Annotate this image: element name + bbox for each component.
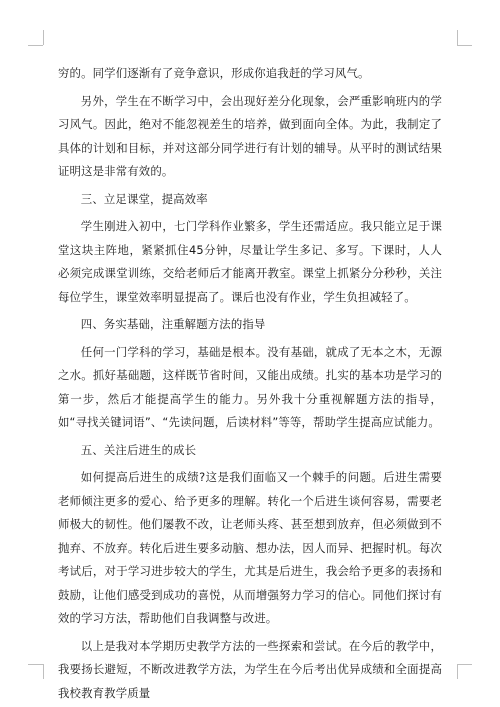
document-body <box>58 62 442 705</box>
paragraph-2: 另外，学生在不断学习中，会出现好差分化现象，会严重影响班内的学习风气。因此，绝对不能忽视差生的培养，做到面向全体。为此，我制定了具体的计划和目标，并对这部分同学进行有计划的辅导。从平时的测试结果证明这是非常有效的。 <box>58 93 442 178</box>
crop-mark-bottom-right-v <box>457 664 458 679</box>
crop-mark-bottom-right-h <box>457 664 472 665</box>
paragraph-4: 任何一门学科的学习，基础是根本。没有基础，就成了无本之木，无源之水。抓好基础题，这样既节省时间，又能出成绩。扎实的基本功是学习的第一步，然后才能提高学生的能力。另外我十分重视解题方法的指导，如“寻找关键词语”、“先读问题，后读材料”等等，帮助学生提高应试能力。 <box>58 344 442 429</box>
crop-mark-top-left-v <box>43 30 44 45</box>
paragraph-5: 如何提高后进生的成绩?这是我们面临又一个棘手的问题。后进生需要老师倾注更多的爱心、给予更多的理解。转化一个后进生谈何容易，需要老师极大的韧性。他们屡教不改，让老师头疼、甚至想到放弃，但必须做到不抛弃、不放弃。转化后进生要多动脑、想办法，因人而异、把握时机。每次考试后，对于学习进步较大的学生，尤其是后进生，我会给予更多的表扬和鼓励，让他们感受到成功的喜悦，从而增强努力学习的信心。同他们探讨有效的学习方法，帮助他们自我调整与改进。 <box>58 470 442 625</box>
paragraph-6: 以上是我对本学期历史教学方法的一些探索和尝试。在今后的教学中，我要扬长避短，不断改进教学方法，为学生在今后考出优异成绩和全面提高我校教育教学质量 <box>58 638 442 700</box>
crop-mark-bottom-left-v <box>43 664 44 679</box>
crop-mark-bottom-left-h <box>28 664 43 665</box>
paragraph-3: 学生刚进入初中，七门学科作业繁多，学生还需适应。我只能立足于课堂这块主阵地，紧紧抓住45分钟，尽量让学生多记、多写。下课时，人人必须完成课堂训练，交给老师后才能离开教室。课堂上抓紧分分秒秒，关注每位学生，课堂效率明显提高了。课后也没有作业，学生负担减轻了。 <box>58 219 442 304</box>
section-heading-5: 五、关注后进生的成长 <box>80 442 197 457</box>
paragraph-1: 穷的。同学们逐渐有了竞争意识，形成你追我赶的学习风气。 <box>58 66 370 80</box>
section-heading-3: 三、立足课堂，提高效率 <box>80 191 208 206</box>
crop-mark-top-left-h <box>28 45 43 46</box>
section-heading-4: 四、务实基础，注重解题方法的指导 <box>80 317 266 331</box>
crop-mark-top-right-h <box>457 45 472 46</box>
crop-mark-top-right-v <box>457 30 458 45</box>
